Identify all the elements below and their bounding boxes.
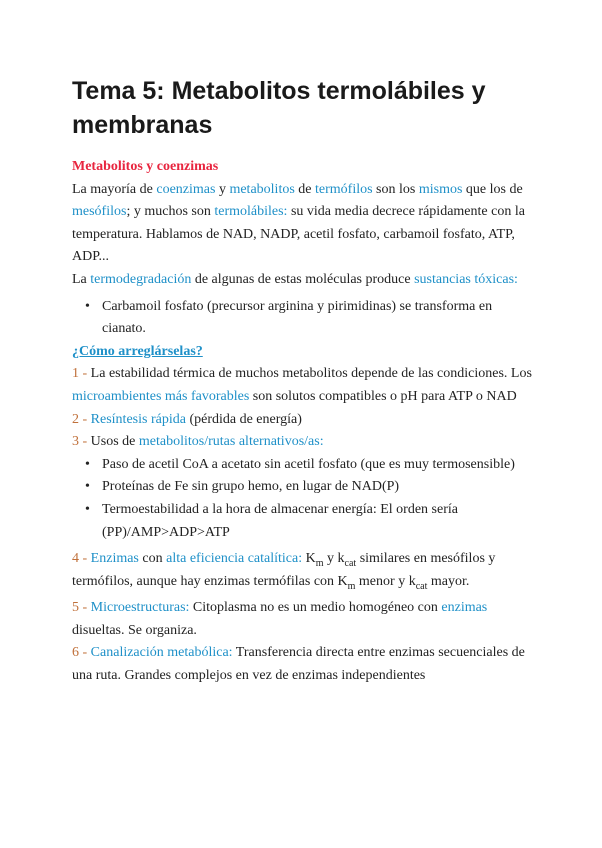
numbered-item-1: 1 - La estabilidad térmica de muchos metabolitos depende de las condiciones. Los microambientes más favorables son solutos compatibles o pH para ATP o NAD <box>72 366 532 404</box>
list-item: • Paso de acetil CoA a acetato sin acetil fosfato (que es muy termosensible) <box>72 454 534 477</box>
section-heading-metabolitos: Metabolitos y coenzimas <box>72 159 219 174</box>
list-item: • Termoestabilidad a la hora de almacenar energía: El orden sería (PP)/AMP>ADP>ATP <box>72 499 534 544</box>
numbered-item-5: 5 - Microestructuras: Citoplasma no es un medio homogéneo con enzimas disueltas. Se organiza. <box>72 600 488 638</box>
list-item: • Carbamoil fosfato (precursor arginina y pirimidinas) se transforma en cianato. <box>72 296 534 341</box>
section-heading-arreglarselas: ¿Cómo arreglárselas? <box>72 343 203 359</box>
paragraph-termodegradacion: La termodegradación de algunas de estas moléculas produce sustancias tóxicas: <box>72 271 518 287</box>
list-item: • Proteínas de Fe sin grupo hemo, en lugar de NAD(P) <box>72 476 534 499</box>
paragraph-coenzimas: La mayoría de coenzimas y metabolitos de termófilos son los mismos que los de mesófilos; y muchos son termolábiles: su vida media decrece rápidamente con la temperatura. Hablamos de NAD, NADP, acetil fosfato, carbamoil fosfato, ATP, ADP... <box>72 181 525 265</box>
numbered-item-2: 2 - Resíntesis rápida (pérdida de energía) <box>72 411 302 427</box>
numbered-item-4: 4 - Enzimas con alta eficiencia catalítica: $K_m$ y $k_{cat}$ similares en mesófilos y termófilos, aunque hay enzimas termófilas con $K_m$ menor y $k_{cat}$ mayor. <box>72 551 496 592</box>
numbered-item-6: 6 - Canalización metabólica: Transferencia directa entre enzimas secuenciales de una ruta. Grandes complejos en vez de enzimas independientes <box>72 645 525 684</box>
document-body <box>72 156 534 688</box>
numbered-item-3: 3 - Usos de metabolitos/rutas alternativos/as: <box>72 434 324 450</box>
page-title: Tema 5: Metabolitos termolábiles y membranas <box>72 77 486 139</box>
